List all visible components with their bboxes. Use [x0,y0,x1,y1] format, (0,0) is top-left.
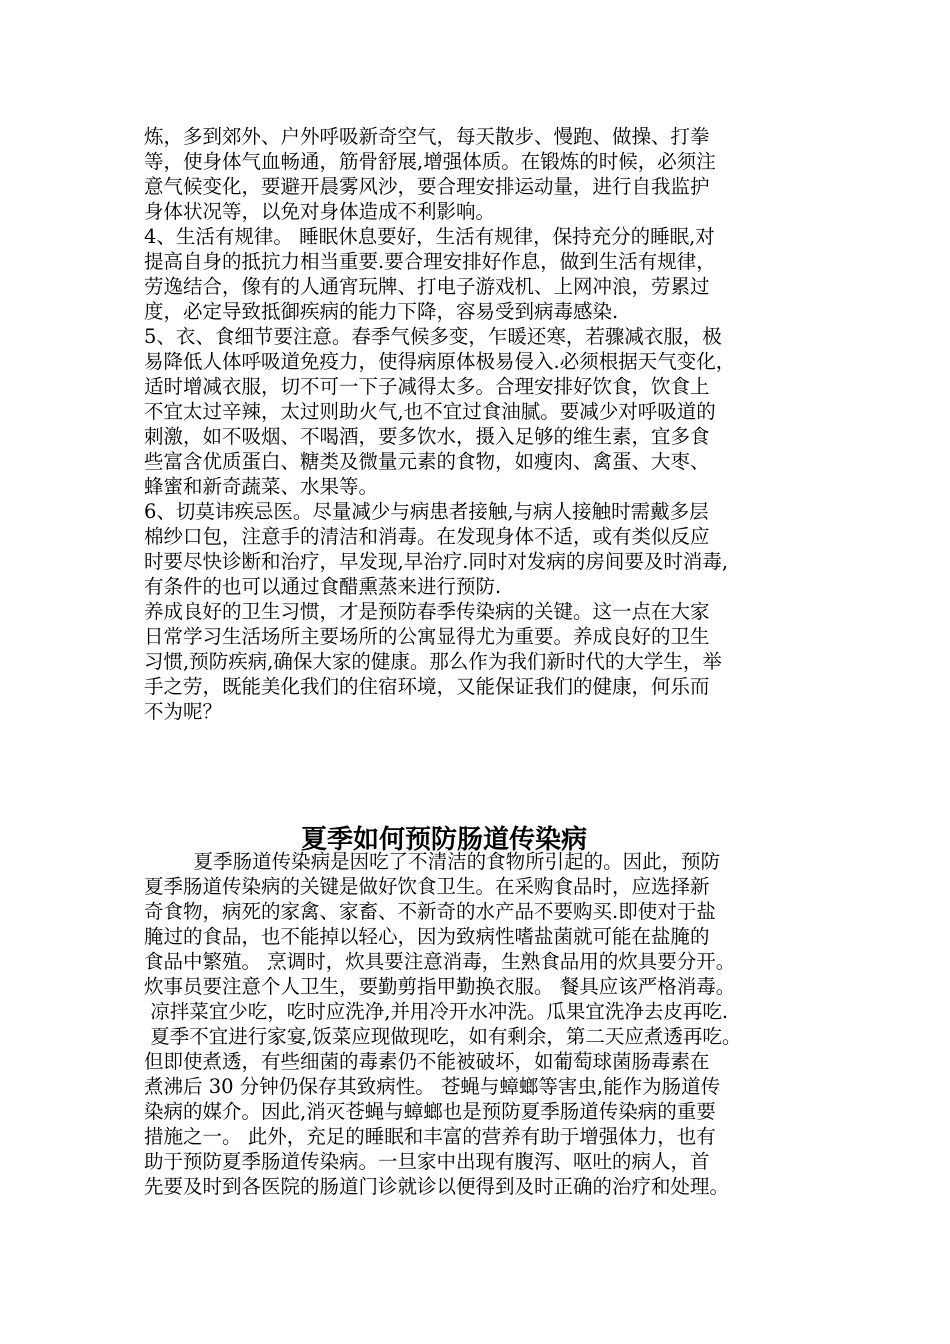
text-line: 棉纱口包，注意手的清洁和消毒。在发现身体不适，或有类似反应 [144,525,710,548]
text-line: 劳逸结合，像有的人通宵玩牌、打电子游戏机、上网冲浪，劳累过 [144,275,710,298]
text-line: 手之劳，既能美化我们的住宿环境，又能保证我们的健康，何乐而 [144,675,710,698]
lower-text-block [144,849,820,1199]
text-line: 助于预防夏季肠道传染病。一旦家中出现有腹泻、呕吐的病人，首 [144,1150,710,1173]
text-line: 不宜太过辛辣，太过则助火气,也不宜过食油腻。要减少对呼吸道的 [144,400,716,423]
text-line: 但即使煮透，有些细菌的毒素仍不能被破坏，如葡萄球菌肠毒素在 [144,1050,710,1073]
text-line: 6、切莫讳疾忌医。尽量减少与病患者接触,与病人接触时需戴多层 [144,500,709,523]
text-line: 腌过的食品，也不能掉以轻心，因为致病性嗜盐菌就可能在盐腌的 [144,925,710,948]
text-line: 5、衣、食细节要注意。春季气候多变，乍暖还寒，若骤减衣服，极 [144,325,722,348]
text-line: 炊事员要注意个人卫生，要勤剪指甲勤换衣服。 餐具应该严格消毒。 [144,975,736,998]
text-line: 习惯,预防疾病,确保大家的健康。那么作为我们新时代的大学生，举 [144,650,722,673]
text-line: 适时增减衣服，切不可一下子减得太多。合理安排好饮食，饮食上 [144,375,710,398]
text-line: 染病的媒介。因此,消灭苍蝇与蟑螂也是预防夏季肠道传染病的重要 [144,1100,716,1123]
text-line: 有条件的也可以通过食醋熏蒸来进行预防. [144,575,502,598]
text-line: 煮沸后 30 分钟仍保存其致病性。 苍蝇与蟑螂等害虫,能作为肠道传 [144,1075,721,1098]
text-line: 不为呢？ [144,700,223,723]
text-line: 些富含优质蛋白、糖类及微量元素的食物，如瘦肉、禽蛋、大枣、 [144,450,710,473]
text-line: 夏季肠道传染病的关键是做好饮食卫生。在采购食品时，应选择新 [144,875,710,898]
text-line: 提高自身的抵抗力相当重要.要合理安排好作息，做到生活有规律， [144,250,716,273]
text-line: 度，必定导致抵御疾病的能力下降，容易受到病毒感染. [144,300,619,323]
text-line: 养成良好的卫生习惯，才是预防春季传染病的关键。这一点在大家 [144,600,710,623]
text-line: 4、生活有规律。 睡眠休息要好，生活有规律，保持充分的睡眠,对 [144,225,715,248]
text-line: 日常学习生活场所主要场所的公寓显得尤为重要。养成良好的卫生 [144,625,710,648]
text-line: 易降低人体呼吸道免疫力，使得病原体极易侵入.必须根据天气变化， [144,350,736,373]
text-line: 炼，多到郊外、户外呼吸新奇空气，每天散步、慢跑、做操、打拳 [144,125,710,148]
text-line: 夏季不宜进行家宴,饭菜应现做现吃，如有剩余，第二天应煮透再吃。 [144,1025,742,1048]
text-line: 刺激，如不吸烟、不喝酒，要多饮水，摄入足够的维生素，宜多食 [144,425,710,448]
text-line: 先要及时到各医院的肠道门诊就诊以便得到及时正确的治疗和处理。 [144,1175,730,1198]
text-line: 凉拌菜宜少吃，吃时应洗净,并用冷开水冲洗。瓜果宜洗净去皮再吃. [144,1000,729,1023]
text-line: 意气候变化，要避开晨雾风沙，要合理安排运动量，进行自我监护 [144,175,710,198]
text-line: 等，使身体气血畅通，筋骨舒展,增强体质。在锻炼的时候，必须注 [144,150,716,173]
text-line: 时要尽快诊断和治疗，早发现,早治疗.同时对发病的房间要及时消毒, [144,550,729,573]
section-title: 夏季如何预防肠道传染病 [300,825,587,856]
text-line: 奇食物，病死的家禽、家畜、不新奇的水产品不要购买.即使对于盐 [144,900,716,923]
upper-text-block [144,124,820,724]
text-line: 身体状况等，以免对身体造成不利影响。 [144,200,496,223]
text-line: 措施之一。 此外，充足的睡眠和丰富的营养有助于增强体力，也有 [144,1125,716,1148]
text-line: 夏季肠道传染病是因吃了不清洁的食物所引起的。因此，预防 [144,850,721,873]
text-line: 食品中繁殖。 烹调时，炊具要注意消毒，生熟食品用的炊具要分开。 [144,950,736,973]
text-line: 蜂蜜和新奇蔬菜、水果等。 [144,475,379,498]
